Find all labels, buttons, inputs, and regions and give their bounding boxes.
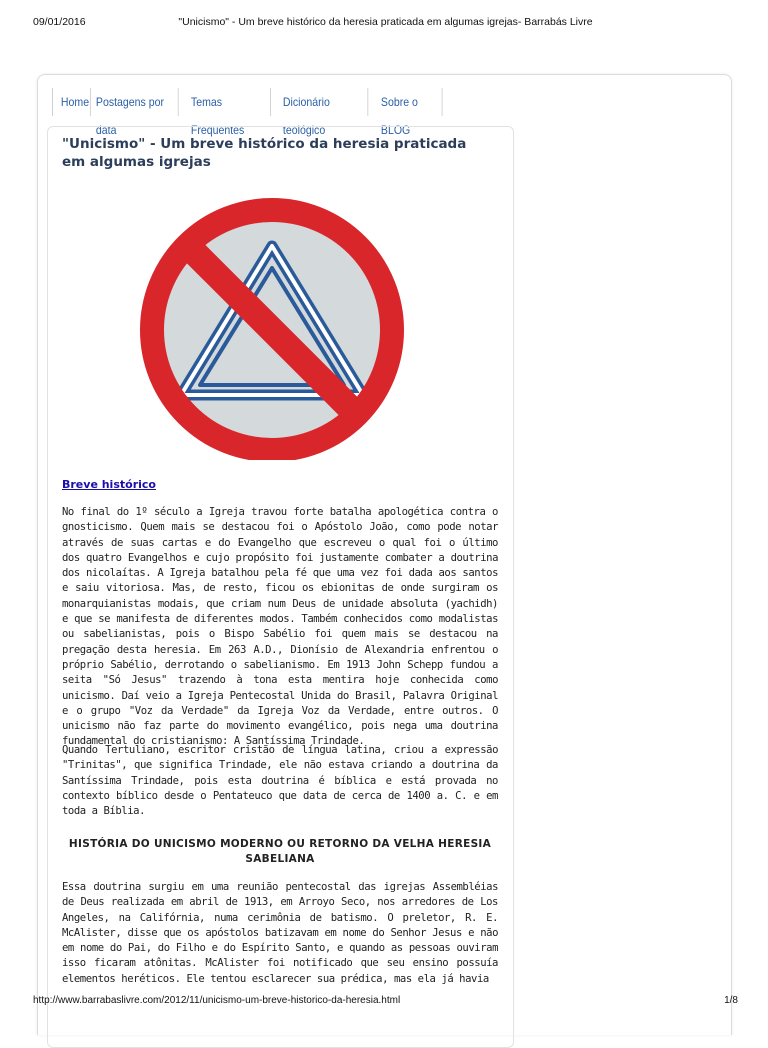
nav-item-frequent-topics[interactable]: Temas Frequentes bbox=[183, 88, 271, 116]
nav-item-home[interactable]: Home bbox=[53, 88, 91, 116]
section-link-brief-history[interactable]: Breve histórico bbox=[62, 478, 156, 491]
paragraph-2: Quando Tertuliano, escritor cristão de língua latina, criou a expressão "Trinitas", que significa Trindade, ele não estava criando a doutrina da Santíssima Trindade, pois esta doutrina é bíblica e está provada no contexto bíblico desde o Pentateuco que data de cerca de 1400 a. C. e em toda a Bíblia. bbox=[62, 744, 498, 818]
paragraph-1: No final do 1º século a Igreja travou forte batalha apologética contra o gnosticismo. Quem mais se destacou foi o Apóstolo João, como pode notar através de suas cartas e do Evangelho que escreveu o qual foi o último dos quatro Evangelhos e cujo propósito foi justamente combater a doutrina dos nicolaítas. A Igreja batalhou pela fé que uma vez foi dada aos santos e saiu vitoriosa. Mas, de resto, ficou os ebionitas de onde surgiram os monarquianistas modais, que criam num Deus de unidade absoluta (yachidh) e que se manifesta de diferentes modos. Também conhecidos como modalistas ou sabelianistas, pois o Bispo Sabélio foi quem mais se destacou na pregação desta heresia. Em 263 A.D., Dionísio de Alexandria enfrentou o próprio Sabélio, derrotando o sabelianismo. Em 1913 John Schepp fundou a seita "Só Jesus" trazendo à tona esta mentira hoje conhecida como unicismo. Daí veio a Igreja Pentecostal Unida do Brasil, Palavra Original e o grupo "Voz da Verdade" da Igreja Voz da Verdade, entre outros. O unicismo não faz parte do movimento evangélico, pois nega uma doutrina fundamental do cristianismo: A Santíssima Trindade. bbox=[62, 506, 498, 748]
print-date: 09/01/2016 bbox=[33, 16, 86, 28]
print-url: http://www.barrabaslivre.com/2012/11/unicismo-um-breve-historico-da-heresia.html bbox=[33, 995, 401, 1006]
print-page-number: 1/8 bbox=[724, 995, 738, 1006]
print-header bbox=[33, 16, 738, 30]
print-page-title: "Unicismo" - Um breve histórico da heresia praticada em algumas igrejas- Barrabás Livre bbox=[178, 16, 593, 28]
top-nav bbox=[52, 88, 444, 137]
no-trinity-sign-icon bbox=[130, 198, 415, 460]
print-footer bbox=[33, 995, 738, 1009]
nav-item-theological-dictionary[interactable]: Dicionário teológico bbox=[275, 88, 368, 116]
post-title: "Unicismo" - Um breve histórico da heresia praticada em algumas igrejas bbox=[62, 136, 467, 170]
paragraph-3: Essa doutrina surgiu em uma reunião pentecostal das igrejas Assembléias de Deus realizada em abril de 1913, em Arroyo Seco, nos arredores de Los Angeles, na Califórnia, numa cerimônia de batismo. O preletor, R. E. McAlister, disse que os apóstolos batizavam em nome do Senhor Jesus e não em nome do Pai, do Filho e do Espírito Santo, e quando as pessoas ouviram isso ficaram atônitas. McAlister foi notificado que seu ensino possuía elementos heréticos. Ele tentou esclarecer sua prédica, mas ela já havia bbox=[62, 881, 498, 985]
nav-item-posts-by-date[interactable]: Postagens por data bbox=[88, 88, 179, 116]
section-subheading: HISTÓRIA DO UNICISMO MODERNO OU RETORNO DA VELHA HERESIA SABELIANA bbox=[68, 838, 492, 865]
no-trinity-sign-svg bbox=[130, 198, 415, 460]
nav-item-about-blog[interactable]: Sobre o BLOG bbox=[373, 88, 443, 116]
